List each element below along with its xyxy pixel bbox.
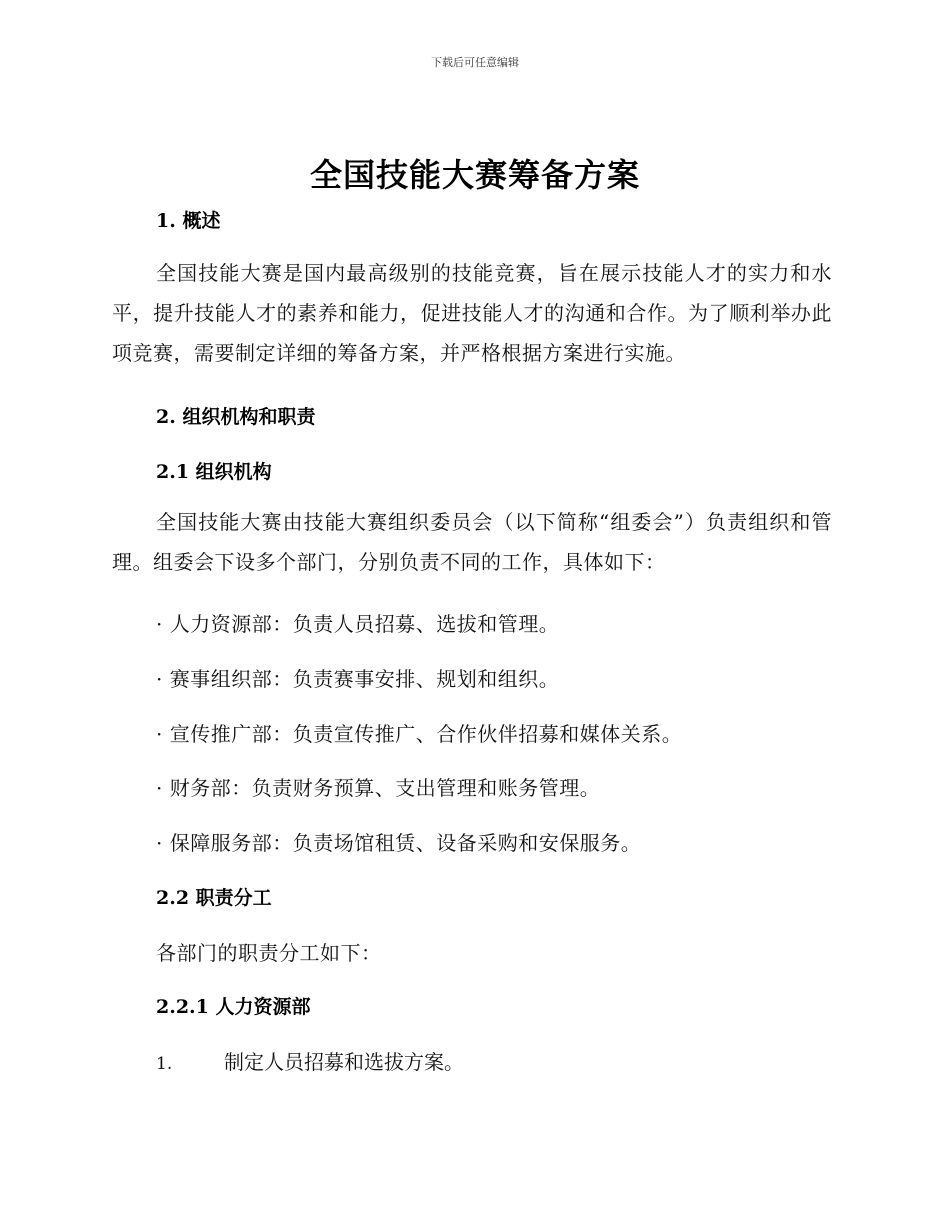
department-item: · 宣传推广部：负责宣传推广、合作伙伴招募和媒体关系。: [156, 722, 683, 746]
document-title: 全国技能大赛筹备方案: [309, 156, 640, 194]
department-item: · 赛事组织部：负责赛事安排、规划和组织。: [156, 667, 560, 691]
list-item-text: 制定人员招募和选拔方案。: [224, 1050, 464, 1074]
subsection-heading-structure: 2.1 组织机构: [156, 461, 272, 483]
organization-paragraph: 全国技能大赛由技能大赛组织委员会（以下简称“组委会”）负责组织和管理。组委会下设多个部门，分别负责不同的工作，具体如下：: [112, 510, 832, 574]
subsection-heading-duties: 2.2 职责分工: [156, 887, 272, 909]
overview-paragraph: 全国技能大赛是国内最高级别的技能竞赛，旨在展示技能人才的实力和水平，提升技能人才的素养和能力，促进技能人才的沟通和合作。为了顺利举办此项竞赛，需要制定详细的筹备方案，并严格根据方案进行实施。: [112, 261, 832, 365]
section-heading-overview: 1. 概述: [156, 210, 221, 232]
department-item: · 财务部：负责财务预算、支出管理和账务管理。: [156, 776, 601, 800]
subsection-heading-hr: 2.2.1 人力资源部: [156, 996, 311, 1018]
duties-intro: 各部门的职责分工如下：: [156, 941, 382, 965]
page-header: 下载后可任意编辑: [431, 56, 519, 69]
section-heading-organization: 2. 组织机构和职责: [156, 406, 316, 428]
department-item: · 保障服务部：负责场馆租赁、设备采购和安保服务。: [156, 831, 642, 855]
department-item: · 人力资源部：负责人员招募、选拔和管理。: [156, 612, 560, 636]
hr-list-item: [156, 1046, 876, 1075]
list-number: 1.: [156, 1054, 173, 1074]
